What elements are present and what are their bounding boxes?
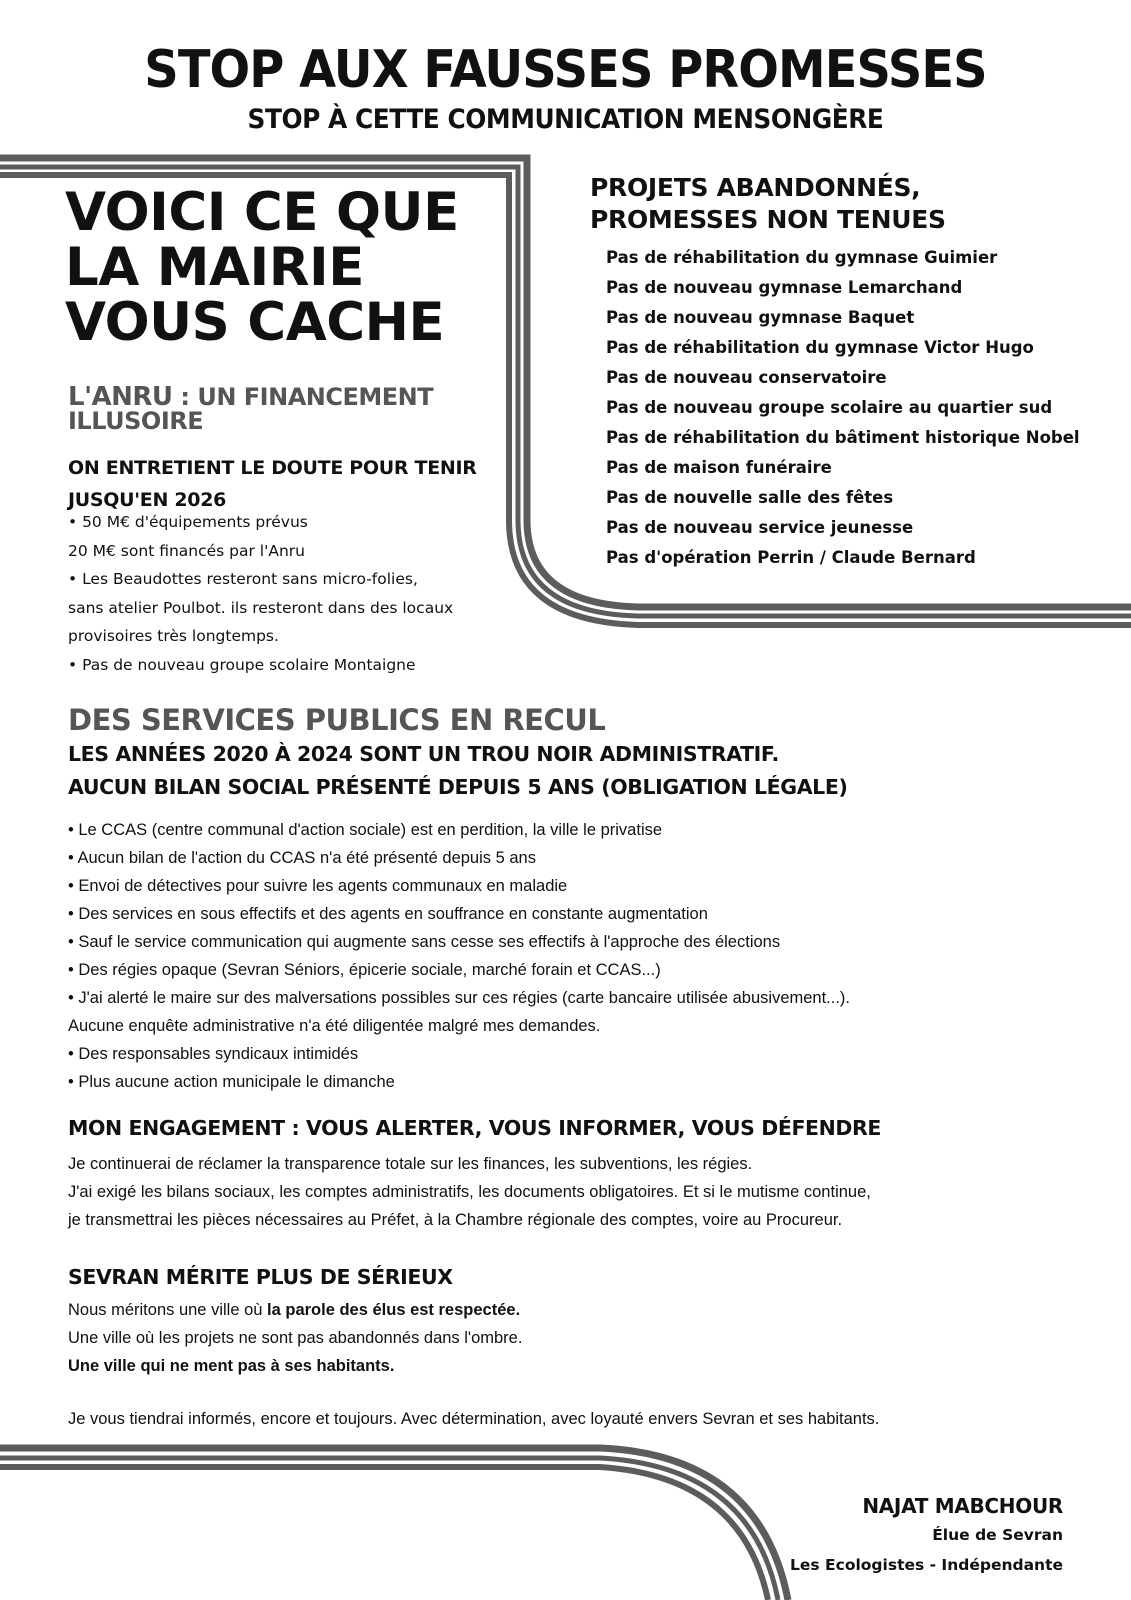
hero-line: VOICI CE QUE xyxy=(65,182,459,243)
hero-line: VOUS CACHE xyxy=(65,292,445,353)
anru-subtitle-line: JUSQU'EN 2026 xyxy=(68,489,227,511)
list-item: Pas de réhabilitation du bâtiment historique Nobel xyxy=(606,428,1080,447)
list-item: Pas d'opération Perrin / Claude Bernard xyxy=(606,548,976,567)
projects-list xyxy=(606,243,1080,573)
list-item: Pas de réhabilitation du gymnase Guimier xyxy=(606,248,998,267)
list-item: Pas de nouveau gymnase Lemarchand xyxy=(606,278,963,297)
services-subtitle-line: LES ANNÉES 2020 À 2024 SONT UN TROU NOIR ADMINISTRATIF. xyxy=(68,742,779,766)
plain-text: Nous méritons une ville où xyxy=(68,1301,268,1319)
list-item: • Plus aucune action municipale le dimanche xyxy=(68,1073,395,1091)
projects-title-line: PROJETS ABANDONNÉS, xyxy=(590,173,921,202)
list-item: Pas de réhabilitation du gymnase Victor Hugo xyxy=(606,338,1034,357)
list-item: Aucune enquête administrative n'a été diligentée malgré mes demandes. xyxy=(68,1017,601,1035)
paragraph-line: J'ai exigé les bilans sociaux, les comptes administratifs, les documents obligatoires. Et si le mutisme continue, xyxy=(68,1183,871,1201)
list-item: • Pas de nouveau groupe scolaire Montaigne xyxy=(68,655,416,674)
hero-heading xyxy=(65,182,459,353)
paragraph-line: je transmettrai les pièces nécessaires au Préfet, à la Chambre régionale des comptes, voire au Procureur. xyxy=(68,1211,843,1229)
services-subtitle-line: AUCUN BILAN SOCIAL PRÉSENTÉ DEPUIS 5 ANS (OBLIGATION LÉGALE) xyxy=(68,775,848,799)
list-item: • Des services en sous effectifs et des agents en souffrance en constante augmentation xyxy=(68,905,708,923)
list-item: Pas de nouveau gymnase Baquet xyxy=(606,308,915,327)
services-section-title: DES SERVICES PUBLICS EN RECUL xyxy=(68,703,606,737)
list-item: • Des régies opaque (Sevran Séniors, épicerie sociale, marché forain et CCAS...) xyxy=(68,961,661,979)
list-item: • Le CCAS (centre communal d'action sociale) est en perdition, la ville le privatise xyxy=(68,821,663,839)
list-item: sans atelier Poulbot. ils resteront dans des locaux xyxy=(68,598,454,617)
list-item: Pas de nouveau groupe scolaire au quartier sud xyxy=(606,398,1053,417)
list-item: • Aucun bilan de l'action du CCAS n'a été présenté depuis 5 ans xyxy=(68,849,536,867)
page-subtitle: STOP À CETTE COMMUNICATION MENSONGÈRE xyxy=(247,104,884,135)
list-item: • Les Beaudottes resteront sans micro-folies, xyxy=(68,570,418,588)
projects-section-title xyxy=(590,172,946,236)
anru-section-title xyxy=(68,382,488,435)
page-title: STOP AUX FAUSSES PROMESSES xyxy=(144,40,987,100)
list-item: Pas de nouvelle salle des fêtes xyxy=(606,488,894,507)
signature-block xyxy=(790,1492,1063,1580)
paragraph-line: Une ville qui ne ment pas à ses habitants. xyxy=(68,1357,395,1375)
engagement-section-title: MON ENGAGEMENT : VOUS ALERTER, VOUS INFORMER, VOUS DÉFENDRE xyxy=(68,1116,882,1140)
list-item: • J'ai alerté le maire sur des malversations possibles sur ces régies (carte bancaire utilisée abusivement...). xyxy=(68,989,851,1007)
signature-party: Les Ecologistes - Indépendante xyxy=(790,1556,1063,1574)
list-item: Pas de nouveau conservatoire xyxy=(606,368,887,387)
list-item: • Envoi de détectives pour suivre les agents communaux en maladie xyxy=(68,877,568,895)
list-item: • Des responsables syndicaux intimidés xyxy=(68,1045,359,1063)
list-item: Pas de nouveau service jeunesse xyxy=(606,518,914,537)
services-subtitle xyxy=(68,738,847,804)
anru-title-lead: L'ANRU xyxy=(68,382,173,412)
sevran-body xyxy=(68,1296,522,1380)
list-item: • 50 M€ d'équipements prévus xyxy=(68,513,308,531)
anru-title-rest: : UN FINANCEMENT ILLUSOIRE xyxy=(68,383,434,435)
emphasis-text: la parole des élus est respectée. xyxy=(267,1301,521,1319)
signature-role: Élue de Sevran xyxy=(932,1526,1063,1544)
list-item: Pas de maison funéraire xyxy=(606,458,832,477)
paragraph-line xyxy=(68,1296,522,1324)
anru-subtitle xyxy=(68,452,508,516)
list-item: 20 M€ sont financés par l'Anru xyxy=(68,541,305,560)
hero-line: LA MAIRIE xyxy=(65,237,364,298)
engagement-body xyxy=(68,1150,871,1234)
projects-title-line: PROMESSES NON TENUES xyxy=(590,205,946,234)
anru-list xyxy=(68,508,508,679)
paragraph-line: Je continuerai de réclamer la transparence totale sur les finances, les subventions, les régies. xyxy=(68,1155,753,1173)
paragraph-line: Une ville où les projets ne sont pas abandonnés dans l'ombre. xyxy=(68,1329,523,1347)
services-list xyxy=(68,816,850,1096)
sevran-section-title: SEVRAN MÉRITE PLUS DE SÉRIEUX xyxy=(68,1265,453,1289)
signature-name: NAJAT MABCHOUR xyxy=(862,1494,1063,1518)
list-item: provisoires très longtemps. xyxy=(68,627,279,645)
closing-statement: Je vous tiendrai informés, encore et toujours. Avec détermination, avec loyauté envers Sevran et ses habitants. xyxy=(68,1410,880,1428)
list-item: • Sauf le service communication qui augmente sans cesse ses effectifs à l'approche des élections xyxy=(68,933,781,951)
anru-subtitle-line: ON ENTRETIENT LE DOUTE POUR TENIR xyxy=(68,457,477,479)
